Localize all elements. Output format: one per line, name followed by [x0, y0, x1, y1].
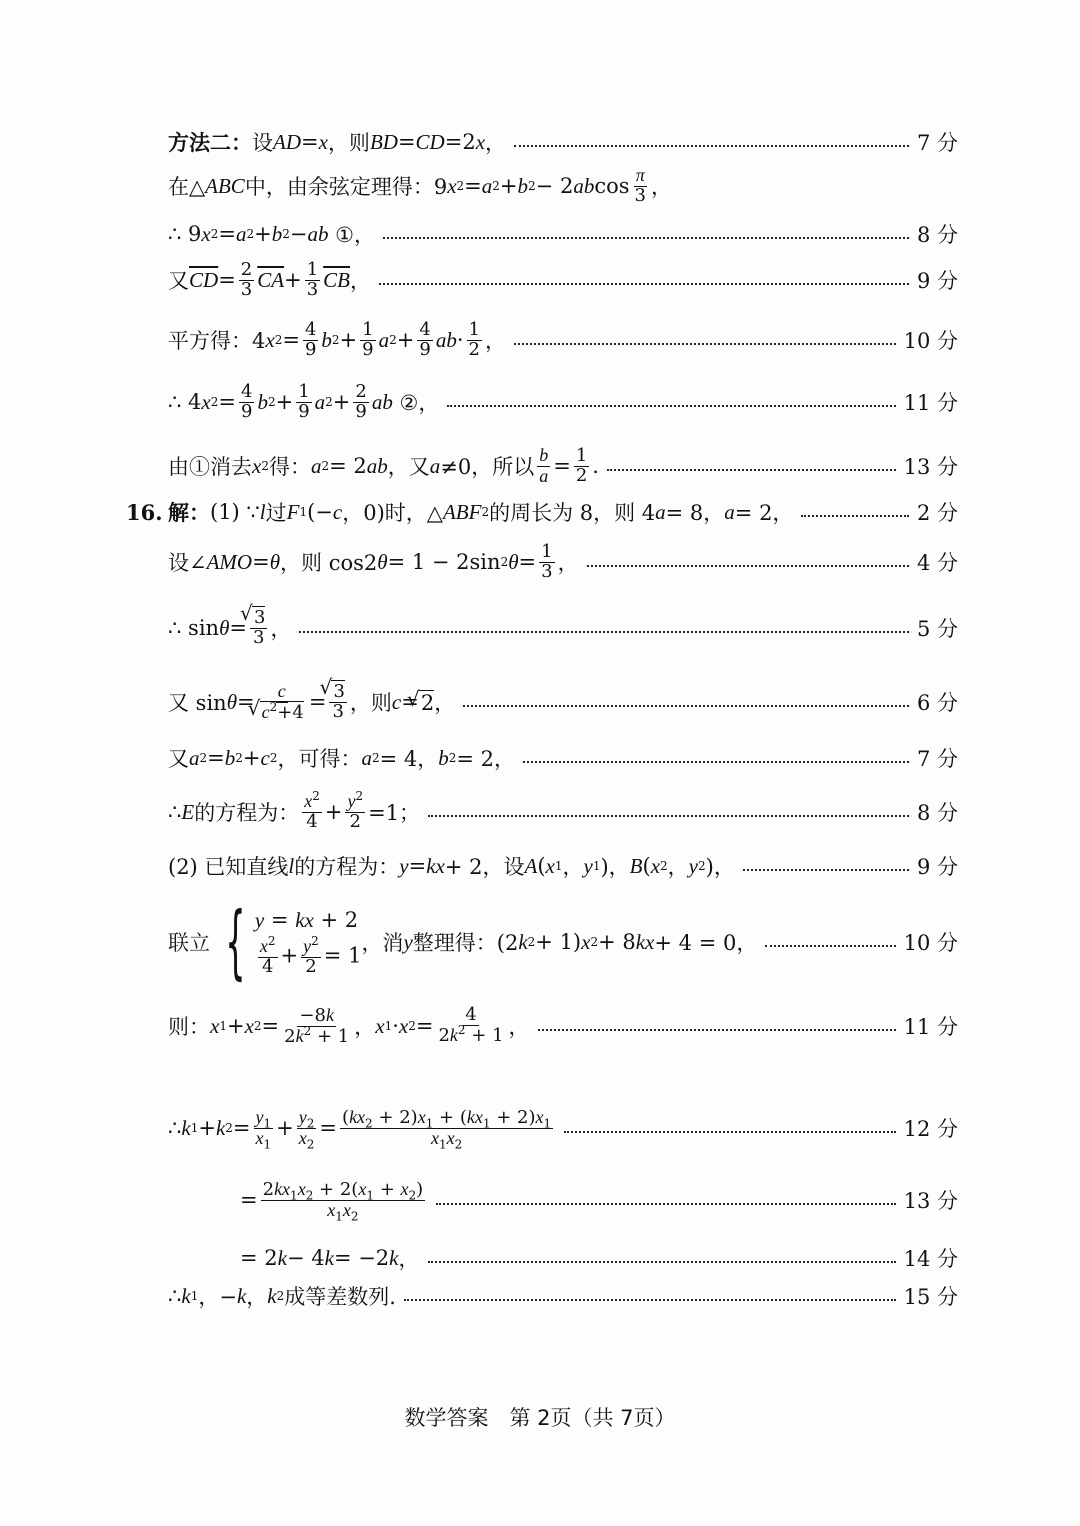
q16-line-10: ∴ k 1 + k 2 = $\frac{y_1}{x_1}$ + $\frac{y_2}{x_2}$ = $\frac{(kx_2 + 2)x_1 + (kx_1 + 2)x_1}{x_1x_2}$ 12 分 [168, 1106, 958, 1152]
leader-dots [765, 945, 895, 947]
score: 7 分 [916, 747, 958, 771]
leader-dots [564, 1131, 895, 1133]
leader-dots [523, 761, 909, 763]
leader-dots [607, 469, 896, 471]
method2-line-1: 方法二： 设 AD = x ，则 BD = CD =2 x ， 7 分 [168, 118, 958, 166]
leader-dots [514, 343, 896, 345]
method2-line-5: 平方得：4 x 2 = $\frac{4}{9}$ b 2 + $\frac{1}{9}$ a 2 + $\frac{4}{9}$ ab · $\frac{1}{2}$ ， 10 分 [168, 318, 958, 360]
q16-line-2: 设∠ AMO = θ ，则 cos2 θ = 1 − 2sin 2 θ = $\frac{1}{3}$ ， 4 分 [168, 540, 958, 582]
leader-dots [404, 1299, 896, 1301]
q16-line-3: ∴ sin θ = √ $\frac{3}{3}$ ， 5 分 [168, 604, 958, 652]
method2-line-6: ∴ 4 x 2 = $\frac{4}{9}$ b 2 + $\frac{1}{9}$ a 2 + $\frac{2}{9}$ ab ②， 11 分 [168, 380, 958, 422]
leader-dots [447, 405, 895, 407]
score: 7 分 [916, 131, 958, 155]
score: 6 分 [916, 691, 958, 715]
leader-dots [428, 1261, 896, 1263]
q16-line-5: 又 a 2 = b 2 + c 2 ，可得： a 2 = 4， b 2 = 2， 7 分 [168, 734, 958, 782]
q16-line-7: (2) 已知直线 l 的方程为： y = kx + 2，设 A ( x 1 ， y 1 )， B ( x 2 ， y 2 )， 9 分 [168, 842, 958, 890]
leader-dots [383, 237, 909, 239]
q16-line-8: 联立 { y = kx + 2 $\frac{x^2}{4}$ + $\frac{y^2}{2}$ = 1 ，消 y 整理得：(2 k 2 + 1) x 2 + 8 kx + 4 = 0， 10 分 [168, 895, 958, 988]
score: 13 分 [903, 455, 958, 479]
score: 8 分 [916, 801, 958, 825]
score: 10 分 [903, 329, 958, 353]
q16-line-12: = 2 k − 4 k = −2 k ， 14 分 [240, 1234, 958, 1282]
q16-line-1: 解： (1) ∵ l 过 F 1 (− c ，0)时，△ ABF 2 的周长为 8，则 4 a = 8， a = 2， 2 分 [168, 488, 958, 536]
leader-dots [463, 705, 909, 707]
leader-dots [514, 145, 909, 147]
question-number: 16. [126, 500, 163, 525]
score: 5 分 [916, 617, 958, 641]
leader-dots [436, 1203, 895, 1205]
q16-line-4: 又 sin θ = c √ $c^2+4$ = √ $\frac{3}{3}$ ，则 c = √ 2 ， 6 分 [168, 678, 958, 726]
score: 15 分 [903, 1285, 958, 1309]
method2-line-7: 由①消去 x 2 得： a 2 = 2 ab ，又 a ≠0，所以 $\frac{b}{a}$ = $\frac{1}{2}$ . 13 分 [168, 444, 958, 486]
q16-line-6: ∴ E 的方程为： $\frac{x^2}{4}$ + $\frac{y^2}{2}$ =1； 8 分 [168, 789, 958, 832]
score: 13 分 [903, 1189, 958, 1213]
solution-label: 解： [168, 500, 210, 525]
score: 11 分 [903, 391, 958, 415]
score: 8 分 [916, 223, 958, 247]
method2-label: 方法二： [168, 130, 252, 155]
q16-line-9: 则： x 1 + x 2 = $\frac{-8k}{2k^2 + 1}$ ， x 1 · x 2 = $\frac{4}{2k^2 + 1}$ ， 11 分 [168, 1004, 958, 1047]
method2-line-2: 在△ ABC 中，由余弦定理得：9 x 2 = a 2 + b 2 − 2 ab cos $\frac{\pi}{3}$ ， [168, 165, 672, 206]
score: 9 分 [916, 269, 958, 293]
score: 11 分 [903, 1015, 958, 1039]
page-footer: 数学答案 第 2页（共 7页） [404, 1406, 676, 1430]
score: 12 分 [903, 1117, 958, 1141]
leader-dots [538, 1029, 896, 1031]
score: 2 分 [916, 501, 958, 525]
score: 10 分 [903, 931, 958, 955]
leader-dots [379, 283, 909, 285]
score: 4 分 [916, 551, 958, 575]
method2-line-4: 又 $\overline{CD}$ = $\frac{2}{3}$ $\overline{CA}$ + $\frac{1}{3}$ $\overline{CB}$ ， 9 分 [168, 258, 958, 300]
score: 9 分 [916, 855, 958, 879]
leader-dots [299, 631, 909, 633]
leader-dots [587, 565, 909, 567]
leader-dots [428, 815, 909, 817]
leader-dots [801, 515, 909, 517]
method2-line-3: ∴ 9 x 2 = a 2 + b 2 − ab ①， 8 分 [168, 210, 958, 258]
q16-line-13: ∴ k 1 ，− k ， k 2 成等差数列. 15 分 [168, 1272, 958, 1320]
score: 14 分 [903, 1247, 958, 1271]
q16-line-11: = $\frac{2kx_1x_2 + 2(x_1 + x_2)}{x_1x_2}$ 13 分 [240, 1178, 958, 1224]
leader-dots [743, 869, 909, 871]
